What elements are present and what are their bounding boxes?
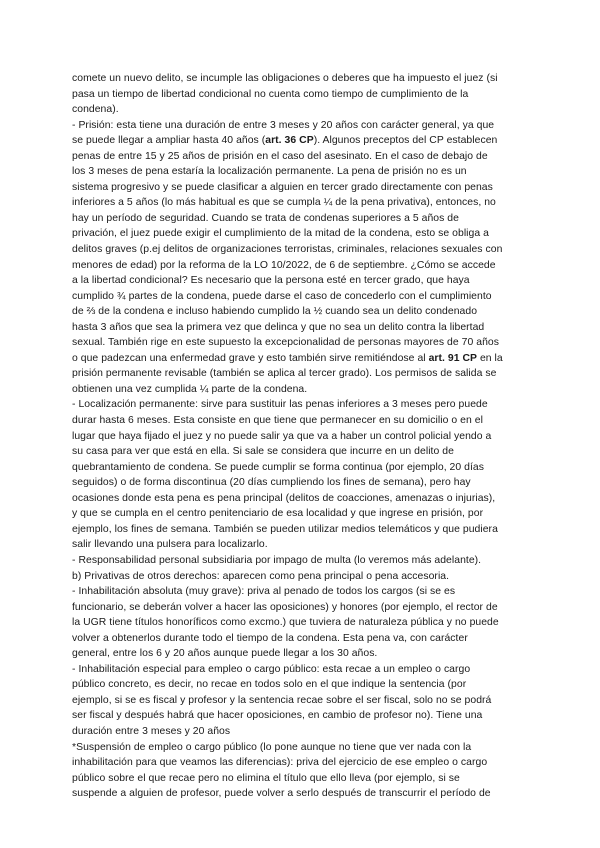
text-line — [72, 537, 530, 553]
article-reference: art. 36 CP — [265, 135, 314, 147]
text-line — [72, 242, 530, 258]
text-run: público concreto, es decir, no recae en todos solo en el que indique la sentencia (por — [72, 679, 467, 691]
text-run: condena). — [72, 104, 119, 116]
text-run: durar hasta 6 meses. Esta consiste en que tiene que permanecer en su domicilio o en el — [72, 415, 483, 427]
text-run: sexual. También rige en este supuesto la excepcionalidad de personas mayores de 70 años — [72, 337, 499, 349]
document-page — [72, 71, 530, 802]
text-line — [72, 569, 530, 585]
text-run: se puede llegar a ampliar hasta 40 años ( — [72, 135, 266, 147]
text-run: los 3 meses de pena estaría la localización permanente. La pena de prisión no es un — [72, 166, 467, 178]
text-run: inhabilitación para que veamos las diferencias): priva del ejercicio de ese empleo o cargo — [72, 757, 488, 769]
text-line — [72, 382, 530, 398]
text-line — [72, 226, 530, 242]
text-line — [72, 724, 530, 740]
text-run: obtienen una vez cumplida ¼ parte de la condena. — [72, 383, 308, 395]
text-run: de ⅔ de la condena e incluso habiendo cumplido la ½ cuando sea un delito condenado — [72, 306, 478, 318]
text-line — [72, 662, 530, 678]
text-run: volver a obtenerlos durante todo el tiempo de la condena. Esta pena va, con carácter — [72, 632, 468, 644]
text-run: - Inhabilitación especial para empleo o cargo público: esta recae a un empleo o cargo — [72, 663, 471, 675]
text-run: la UGR tiene títulos honoríficos como excmo.) que tuviera de naturaleza pública y no puede — [72, 617, 499, 629]
text-line — [72, 320, 530, 336]
text-line — [72, 366, 530, 382]
text-run: - Responsabilidad personal subsidiaria por impago de multa (lo veremos más adelante). — [72, 554, 482, 566]
text-run: salir llevando una pulsera para localizarlo. — [72, 539, 268, 551]
text-run: prisión permanente revisable (también se aplica al tercer grado). Los permisos de salida se — [72, 368, 497, 380]
text-line — [72, 289, 530, 305]
text-line — [72, 429, 530, 445]
text-line — [72, 87, 530, 103]
text-run: inferiores a 5 años (lo más habitual es que se cumpla ¼ de la pena privativa), entonces, no — [72, 197, 496, 209]
text-run: menores de edad) por la reforma de la LO 10/2022, de 6 de septiembre. ¿Cómo se accede — [72, 259, 496, 271]
text-run: ejemplo, los fines de semana. También se pueden utilizar medios telemáticos y que pudiera — [72, 523, 498, 535]
text-line — [72, 444, 530, 460]
text-line — [72, 118, 530, 134]
text-line — [72, 740, 530, 756]
text-line — [72, 771, 530, 787]
text-line — [72, 755, 530, 771]
text-line — [72, 149, 530, 165]
text-line — [72, 164, 530, 180]
text-line — [72, 133, 530, 149]
text-line — [72, 304, 530, 320]
text-line — [72, 693, 530, 709]
text-run: hasta 3 años que sea la primera vez que delinca y que no sea un delito contra la libertad — [72, 321, 485, 333]
text-line — [72, 71, 530, 87]
text-run: comete un nuevo delito, se incumple las obligaciones o deberes que ha impuesto el juez (si — [72, 73, 498, 84]
text-line — [72, 600, 530, 616]
text-run: o que padezcan una enfermedad grave y esto también sirve remitiéndose al — [72, 352, 429, 364]
text-run: ejemplo, si se es fiscal y profesor y la sentencia recae sobre el ser fiscal, solo no se podrá — [72, 694, 492, 706]
text-line — [72, 786, 530, 802]
text-line — [72, 335, 530, 351]
text-line — [72, 708, 530, 724]
text-run: seguidos) o de forma discontinua (20 días cumpliendo los fines de semana), pero hay — [72, 477, 471, 489]
text-line — [72, 397, 530, 413]
text-line — [72, 491, 530, 507]
text-line — [72, 180, 530, 196]
text-run: cumplido ¾ partes de la condena, puede darse el caso de concederlo con el cumplimiento — [72, 290, 492, 302]
text-run: quebrantamiento de condena. Se puede cumplir se forma continua (por ejemplo, 20 días — [72, 461, 484, 473]
text-line — [72, 646, 530, 662]
text-run: ser fiscal y después habrá que hacer oposiciones, en cambio de profesor no). Tiene una — [72, 710, 483, 722]
text-run: y que se cumpla en el centro penitenciario de esa localidad y que ingrese en prisión, por — [72, 508, 484, 520]
text-run: público sobre el que recae pero no elimina el título que ello lleva (por ejemplo, si se — [72, 772, 460, 784]
text-line — [72, 584, 530, 600]
text-run: su casa para ver que está en ella. Si sale se considera que incurre en un delito de — [72, 446, 454, 458]
text-run: general, entre los 6 y 20 años aunque puede llegar a los 30 años. — [72, 648, 378, 660]
text-line — [72, 211, 530, 227]
text-run: - Prisión: esta tiene una duración de entre 3 meses y 20 años con carácter general, ya que — [72, 119, 495, 131]
text-run: pasa un tiempo de libertad condicional no cuenta como tiempo de cumplimiento de la — [72, 88, 469, 100]
text-line — [72, 475, 530, 491]
text-run: delitos graves (p.ej delitos de organizaciones terroristas, criminales, relaciones sexuales con — [72, 244, 503, 256]
text-run: suspende a alguien de profesor, puede volver a serlo después de transcurrir el período de — [72, 788, 491, 800]
text-line — [72, 102, 530, 118]
article-reference: art. 91 CP — [428, 352, 478, 364]
text-line — [72, 258, 530, 274]
text-line — [72, 553, 530, 569]
text-line — [72, 195, 530, 211]
text-run: a la libertad condicional? Es necesario que la persona esté en tercer grado, que haya — [72, 275, 470, 287]
text-run: sistema progresivo y se puede clasificar a alguien en tercer grado directamente con penas — [72, 181, 493, 193]
text-line — [72, 677, 530, 693]
text-line — [72, 351, 530, 367]
text-run: - Localización permanente: sirve para sustituir las penas inferiores a 3 meses pero puede — [72, 399, 488, 411]
text-line — [72, 631, 530, 647]
text-line — [72, 522, 530, 538]
text-line — [72, 413, 530, 429]
text-run: duración entre 3 meses y 20 años — [72, 725, 231, 737]
text-run: - Inhabilitación absoluta (muy grave): priva al penado de todos los cargos (si se es — [72, 586, 456, 598]
text-run: ). Algunos preceptos del CP establecen — [313, 135, 498, 147]
text-line — [72, 460, 530, 476]
text-run: funcionario, se deberán volver a hacer las oposiciones) y honores (por ejemplo, el rector de — [72, 601, 498, 613]
text-line — [72, 273, 530, 289]
text-line — [72, 615, 530, 631]
text-run: hay un período de seguridad. Cuando se trata de condenas superiores a 5 años de — [72, 212, 459, 224]
text-run: penas de entre 15 y 25 años de prisión en el caso del asesinato. En el caso de debajo de — [72, 150, 488, 162]
text-run: b) Privativas de otros derechos: aparecen como pena principal o pena accesoria. — [72, 570, 450, 582]
text-run: privación, el juez puede exigir el cumplimiento de la mitad de la condena, esto se obliga a — [72, 228, 489, 240]
text-run: lugar que haya fijado el juez y no puede salir ya que va a haber un control policial yendo a — [72, 430, 492, 442]
text-run: en la — [477, 352, 503, 364]
text-run: *Suspensión de empleo o cargo público (lo pone aunque no tiene que ver nada con la — [72, 741, 472, 753]
text-line — [72, 506, 530, 522]
text-run: ocasiones donde esta pena es pena principal (delitos de coacciones, amenazas o injurias), — [72, 492, 496, 504]
